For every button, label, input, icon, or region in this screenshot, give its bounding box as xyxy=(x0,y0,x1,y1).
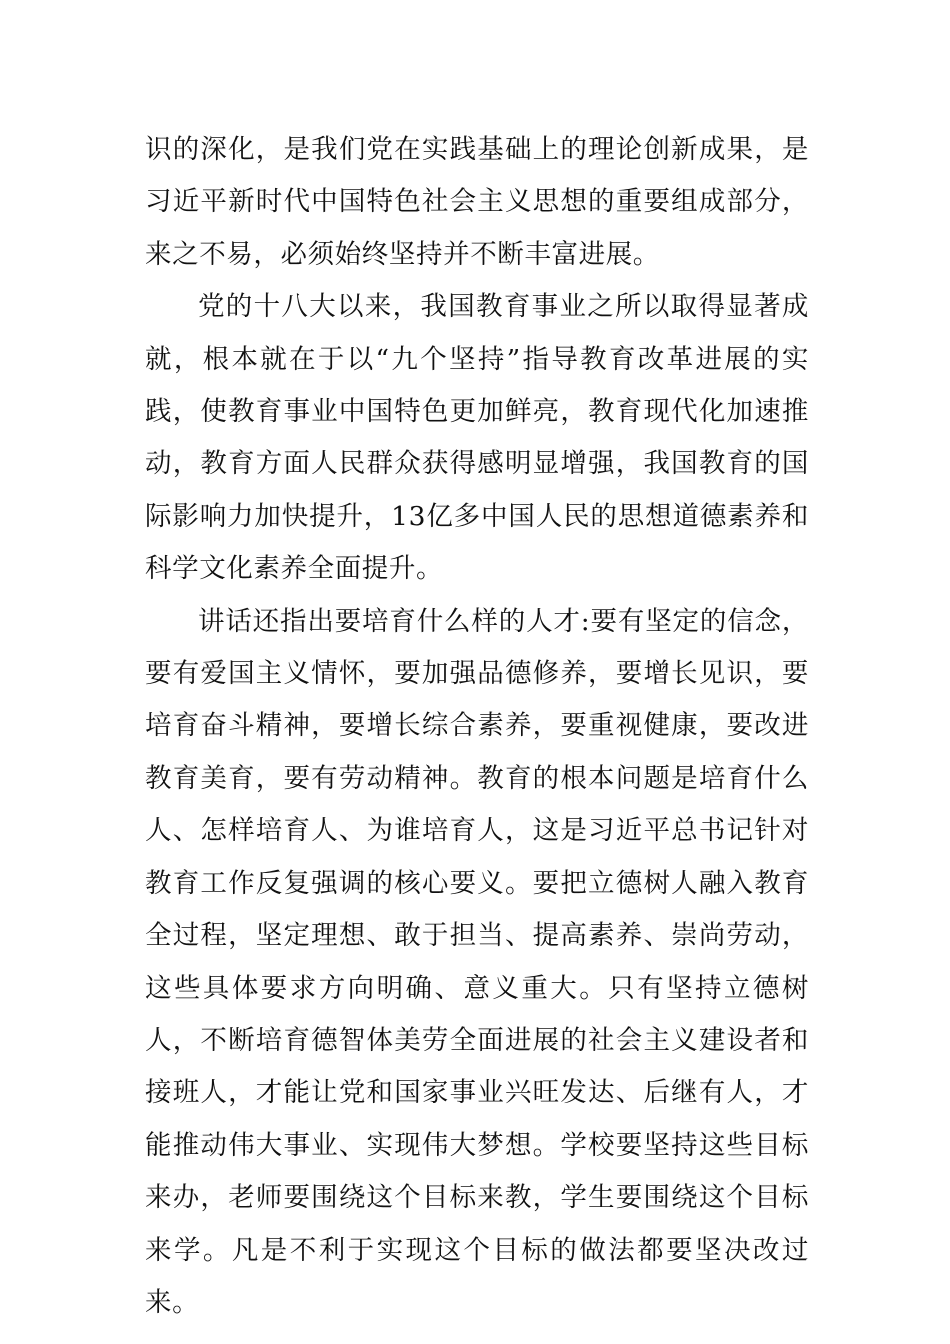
document-body xyxy=(145,124,809,1329)
paragraph-3: 讲话还指出要培育什么样的人才:要有坚定的信念，要有爱国主义情怀，要加强品德修养，要增长见识，要培育奋斗精神，要增长综合素养，要重视健康，要改进教育美育，要有劳动精神。教育的根本问题是培育什么人、怎样培育人、为谁培育人，这是习近平总书记针对教育工作反复强调的核心要义。要把立德树人融入教育全过程，坚定理想、敢于担当、提高素养、崇尚劳动，这些具体要求方向明确、意义重大。只有坚持立德树人，不断培育德智体美劳全面进展的社会主义建设者和接班人，才能让党和国家事业兴旺发达、后继有人，才能推动伟大事业、实现伟大梦想。学校要坚持这些目标来办，老师要围绕这个目标来教，学生要围绕这个目标来学。凡是不利于实现这个目标的做法都要坚决改过来。 xyxy=(145,605,809,1318)
paragraph-2: 党的十八大以来，我国教育事业之所以取得显著成就，根本就在于以“九个坚持”指导教育改革进展的实践，使教育事业中国特色更加鲜亮，教育现代化加速推动，教育方面人民群众获得感明显增强，我国教育的国际影响力加快提升，13亿多中国人民的思想道德素养和科学文化素养全面提升。 xyxy=(145,291,809,585)
paragraph-1: 识的深化，是我们党在实践基础上的理论创新成果，是习近平新时代中国特色社会主义思想的重要组成部分，来之不易，必须始终坚持并不断丰富进展。 xyxy=(145,134,809,270)
